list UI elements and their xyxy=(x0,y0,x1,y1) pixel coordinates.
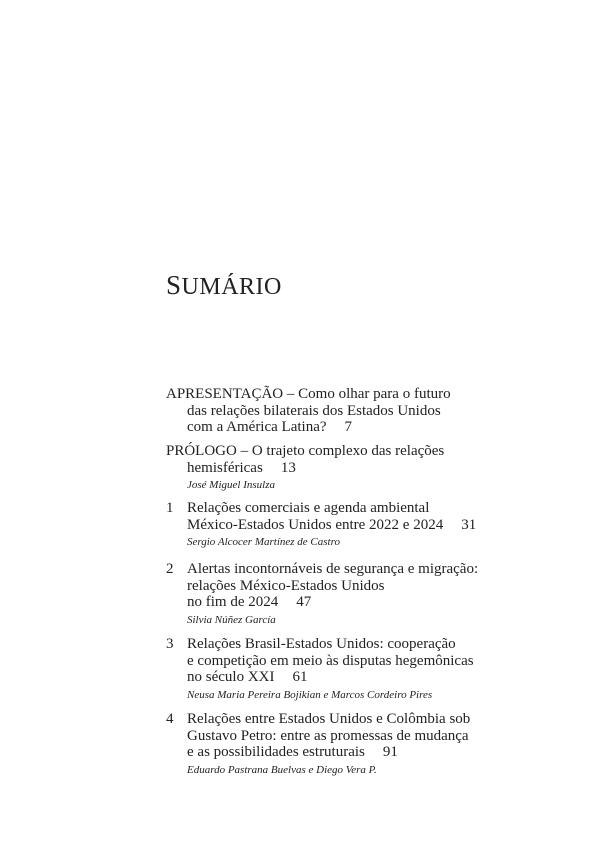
toc-entry-title-line: hemisféricas 13 xyxy=(187,459,296,476)
toc-entry-prologo[interactable] xyxy=(166,443,444,492)
toc-entry-apresentacao[interactable] xyxy=(166,386,451,436)
toc-entry-author: Neusa Maria Pereira Bojikian e Marcos Cordeiro Pires xyxy=(187,688,433,701)
toc-entry-page-number: 31 xyxy=(461,516,477,533)
page-title: SUMÁRIO xyxy=(166,270,282,300)
toc-entry-page-number: 47 xyxy=(296,594,312,610)
chapter-number: 1 xyxy=(166,500,174,516)
toc-entry-title-line: Relações Brasil-Estados Unidos: cooperação xyxy=(187,636,456,652)
toc-entry-author: Silvia Núñez García xyxy=(187,613,276,626)
toc-entry-title-line: e competição em meio às disputas hegemônicas xyxy=(187,652,474,669)
toc-entry-chapter-3[interactable] xyxy=(187,636,474,702)
toc-entry-chapter-4[interactable] xyxy=(187,711,470,777)
chapter-number: 3 xyxy=(166,636,174,652)
toc-entry-chapter-1[interactable] xyxy=(187,500,476,549)
toc-entry-page-number: 7 xyxy=(344,419,353,435)
toc-entry-title-line: no fim de 2024 47 xyxy=(187,594,312,610)
chapter-number: 2 xyxy=(166,561,174,577)
chapter-number: 4 xyxy=(166,711,174,727)
toc-entry-title-line: relações México-Estados Unidos xyxy=(187,577,385,594)
toc-entry-title-line: das relações bilaterais dos Estados Unidos xyxy=(187,402,441,419)
toc-entry-author: Eduardo Pastrana Buelvas e Diego Vera P. xyxy=(187,763,377,776)
toc-entry-chapter-2[interactable] xyxy=(187,561,478,627)
toc-entry-page-number: 13 xyxy=(280,459,296,476)
toc-entry-title-line: APRESENTAÇÃO – Como olhar para o futuro xyxy=(166,386,451,402)
toc-entry-author: Sergio Alcocer Martínez de Castro xyxy=(187,536,340,548)
toc-entry-author: José Miguel Insulza xyxy=(187,479,275,491)
toc-entry-title-line: no século XXI 61 xyxy=(187,669,308,685)
toc-entry-title-line: Relações comerciais e agenda ambiental xyxy=(187,500,430,516)
toc-entry-page-number: 61 xyxy=(292,669,308,685)
toc-entry-page-number: 91 xyxy=(382,744,398,760)
toc-entry-title-line: PRÓLOGO – O trajeto complexo das relações xyxy=(166,443,445,459)
toc-entry-title-line: com a América Latina? 7 xyxy=(187,419,353,435)
toc-entry-title-line: Relações entre Estados Unidos e Colômbia sob xyxy=(187,711,471,727)
toc-entry-title-line: e as possibilidades estruturais 91 xyxy=(187,744,398,760)
toc-entry-title-line: México-Estados Unidos entre 2022 e 2024 31 xyxy=(187,516,477,533)
toc-entry-title-line: Alertas incontornáveis de segurança e migração: xyxy=(187,561,479,577)
toc-entry-title-line: Gustavo Petro: entre as promessas de mudança xyxy=(187,727,469,744)
